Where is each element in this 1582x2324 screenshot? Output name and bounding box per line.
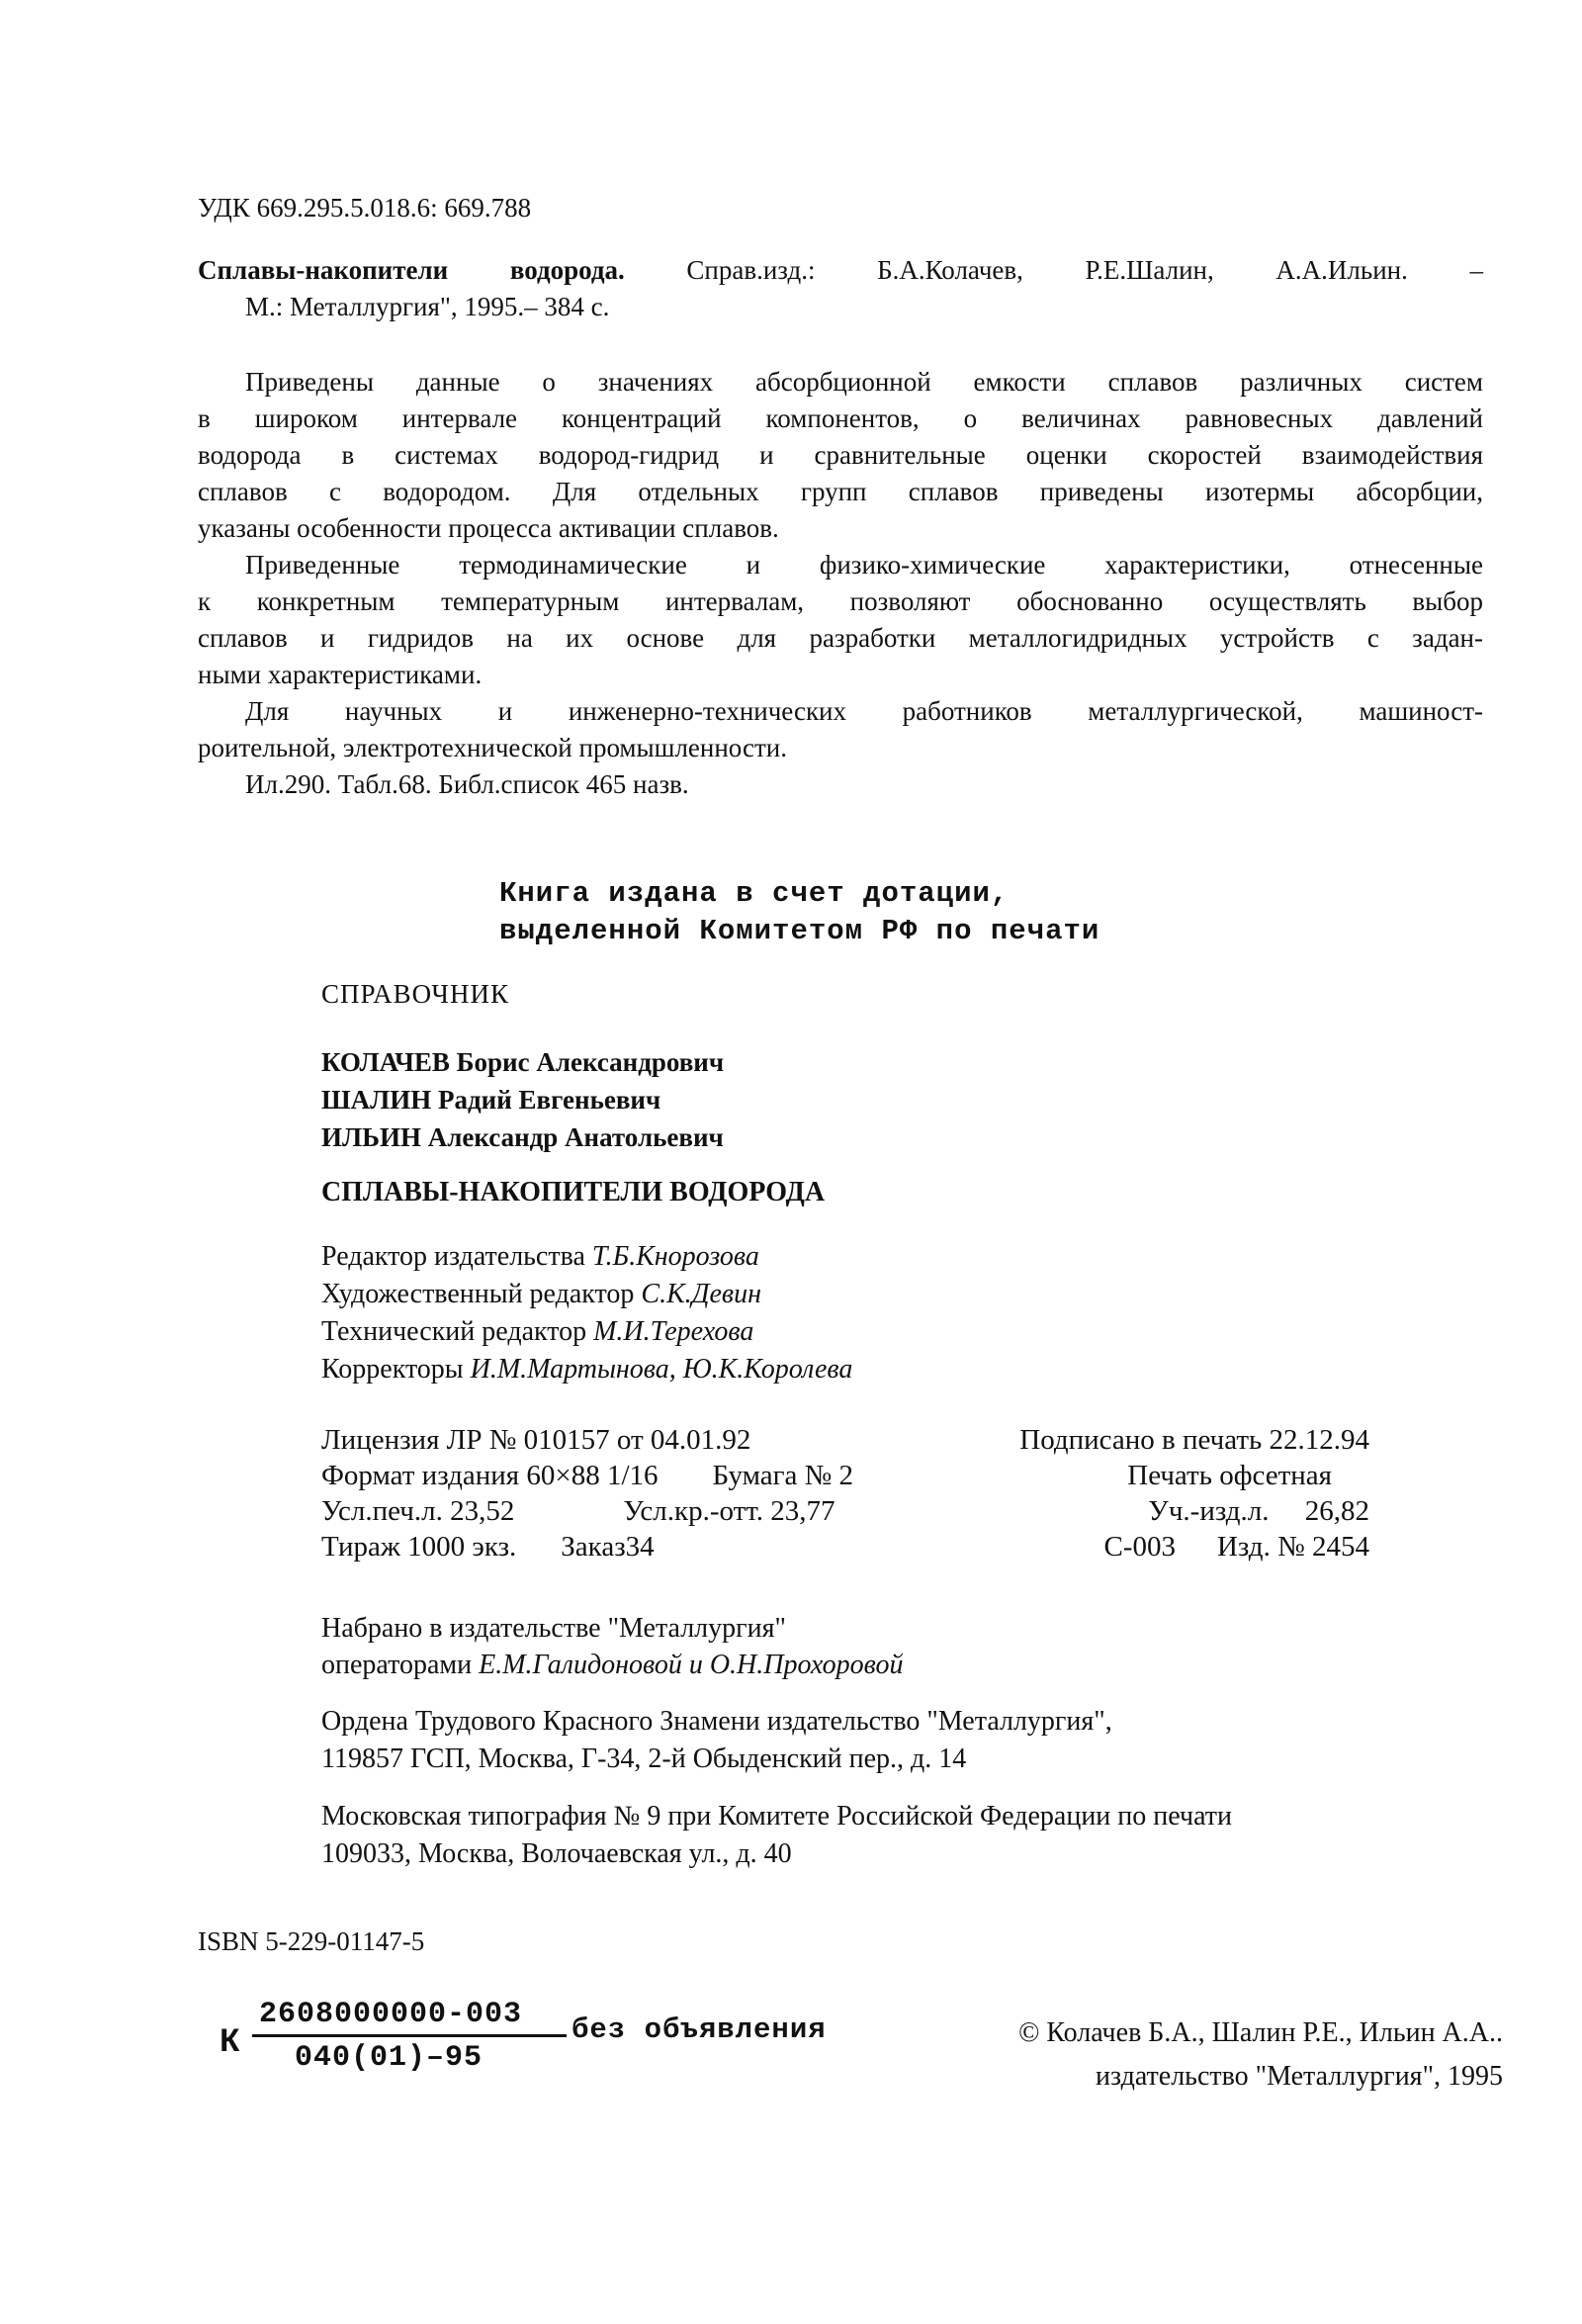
imprint-edition-number: Изд. № 2454	[1216, 1531, 1369, 1563]
abstract-p3-line: Для научных и инженерно-технических работников металлургической, машиност-	[245, 696, 1483, 726]
imprint-print-type: Печать офсетная	[1127, 1460, 1332, 1491]
publisher-block	[321, 1703, 1112, 1778]
author-entry	[321, 1081, 724, 1118]
abstract-p2-line: сплавов и гидридов на их основе для разработки металлогидридных устройств с задан-	[198, 623, 1483, 653]
author-surname: ШАЛИН	[321, 1085, 432, 1115]
typeset-line	[321, 1647, 903, 1683]
abstract-p2-line: к конкретным температурным интервалам, позволяют обоснованно осуществлять выбор	[198, 586, 1483, 616]
isbn: ISBN 5-229-01147-5	[198, 1926, 425, 1956]
typeset-prefix: операторами	[321, 1650, 480, 1680]
udk-code: УДК 669.295.5.018.6: 669.788	[198, 193, 532, 223]
author-name: Александр Анатольевич	[420, 1122, 724, 1152]
imprint-format: Формат издания 60×88 1/16	[321, 1460, 659, 1491]
code-fraction-line	[252, 2034, 567, 2037]
abstract-p1-line: водорода в системах водород-гидрид и сравнительные оценки скоростей взаимодействия	[198, 440, 1483, 470]
imprint-row-2	[321, 1460, 1369, 1492]
abstract-p1-line: в широком интервале концентраций компонентов, о величинах равновесных давлений	[198, 403, 1483, 433]
copyright-line: © Колачев Б.А., Шалин Р.Е., Ильин А.А..	[1018, 2017, 1503, 2048]
abstract	[198, 364, 1483, 803]
editor-entry	[321, 1238, 852, 1276]
imprint-order: Заказ34	[561, 1531, 655, 1563]
typeset-note	[321, 1610, 903, 1683]
authors-list	[321, 1043, 724, 1156]
publisher-line: Ордена Трудового Красного Знамени издательство "Металлургия",	[321, 1706, 1112, 1737]
imprint-paper: Бумага № 2	[712, 1460, 854, 1491]
editor-person: М.И.Терехова	[593, 1316, 754, 1347]
abstract-p2-line: ными характеристиками.	[198, 660, 483, 689]
editor-person: Т.Б.Кнорозова	[591, 1241, 759, 1272]
imprint-row-3	[321, 1495, 1369, 1528]
abstract-p1-line: Приведены данные о значениях абсорбционной емкости сплавов различных систем	[245, 367, 1483, 397]
code-letter: К	[220, 2024, 241, 2062]
subsidy-line: Книга издана в счет дотации,	[499, 877, 1010, 910]
author-surname: КОЛАЧЕВ	[321, 1047, 450, 1077]
editors-list	[321, 1238, 852, 1388]
author-surname: ИЛЬИН	[321, 1122, 421, 1152]
genre-label: СПРАВОЧНИК	[321, 979, 509, 1009]
code-note: без объявления	[571, 2013, 827, 2046]
author-name: Борис Александрович	[449, 1047, 725, 1077]
abstract-p1-line: указаны особенности процесса активации сплавов.	[198, 513, 779, 543]
imprint-pub-sheets: Уч.-изд.л. 26,82	[1148, 1495, 1369, 1527]
abstract-p3-line: роительной, электротехнической промышленности.	[198, 733, 787, 762]
editor-entry	[321, 1351, 852, 1388]
printer-line: 109033, Москва, Волочаевская ул., д. 40	[321, 1838, 792, 1869]
editor-person: И.М.Мартынова, Ю.К.Королева	[470, 1354, 853, 1385]
imprint-run: Тираж 1000 экз.	[321, 1531, 517, 1563]
imprint-code: С-003	[1103, 1531, 1176, 1563]
author-entry	[321, 1043, 724, 1081]
biblio-title: Сплавы-накопители водорода.	[198, 255, 625, 285]
editor-role: Технический редактор	[321, 1316, 594, 1347]
author-name: Радий Евгеньевич	[431, 1085, 661, 1115]
biblio-line-1	[198, 255, 1483, 286]
printer-line: Московская типография № 9 при Комитете Российской Федерации по печати	[321, 1801, 1232, 1832]
imprint-license: Лицензия ЛР № 010157 от 04.01.92	[321, 1424, 751, 1456]
editor-entry	[321, 1313, 852, 1351]
biblio-authors: Справ.изд.: Б.А.Колачев, Р.Е.Шалин, А.А.Ильин. –	[624, 255, 1483, 285]
author-entry	[321, 1118, 724, 1156]
abstract-p1-line: сплавов с водородом. Для отдельных групп сплавов приведены изотермы абсорбции,	[198, 477, 1483, 506]
abstract-p2-line: Приведенные термодинамические и физико-химические характеристики, отнесенные	[245, 550, 1483, 580]
copyright-block	[910, 2011, 1503, 2099]
publisher-line: 119857 ГСП, Москва, Г-34, 2-й Обыденский пер., д. 14	[321, 1743, 967, 1774]
book-title: СПЛАВЫ-НАКОПИТЕЛИ ВОДОРОДА	[321, 1177, 826, 1207]
printer-block	[321, 1798, 1232, 1873]
imprint-signed: Подписано в печать 22.12.94	[1019, 1424, 1369, 1456]
copyright-line: издательство "Металлургия", 1995	[1096, 2061, 1503, 2092]
subsidy-note	[499, 875, 1099, 950]
typeset-persons: Е.М.Галидоновой и О.Н.Прохоровой	[479, 1650, 904, 1680]
imprint-row-1	[321, 1424, 1369, 1457]
editor-role: Редактор издательства	[321, 1241, 592, 1272]
subsidy-line: выделенной Комитетом РФ по печати	[499, 915, 1100, 947]
abstract-stats: Ил.290. Табл.68. Библ.список 465 назв.	[245, 769, 689, 799]
editor-person: С.К.Девин	[641, 1279, 761, 1309]
editor-role: Корректоры	[321, 1354, 471, 1385]
imprint-row-4	[321, 1531, 1369, 1564]
editor-entry	[321, 1276, 852, 1313]
code-denominator: 040(01)–95	[295, 2041, 483, 2075]
editor-role: Художественный редактор	[321, 1279, 642, 1309]
imprint-color-prints: Усл.кр.-отт. 23,77	[623, 1495, 835, 1527]
typeset-line: Набрано в издательстве "Металлургия"	[321, 1613, 786, 1644]
code-numerator: 2608000000-003	[259, 1998, 523, 2031]
imprint-print-sheets: Усл.печ.л. 23,52	[321, 1495, 515, 1527]
biblio-line-2: М.: Металлургия", 1995.– 384 с.	[245, 292, 610, 321]
